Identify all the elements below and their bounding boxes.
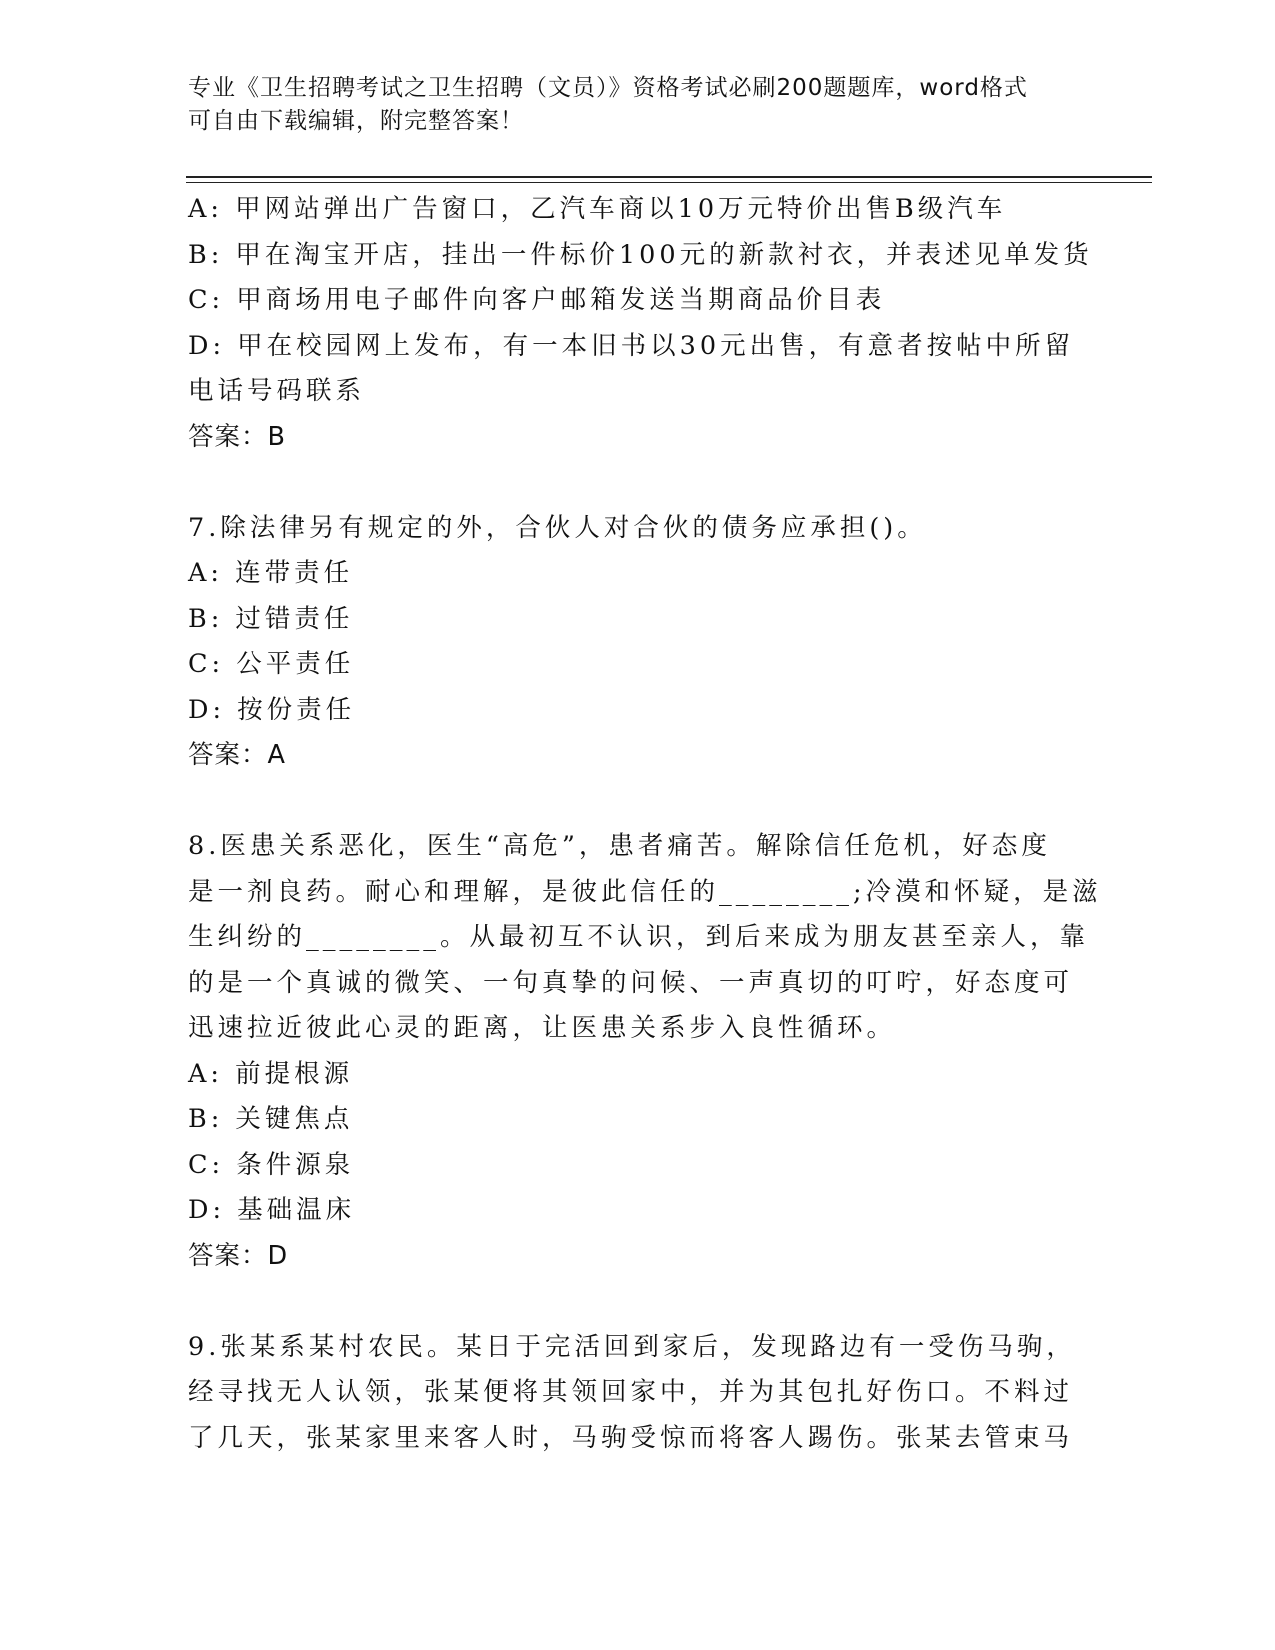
question-text-line: 的是一个真诚的微笑、一句真挚的问候、一声真切的叮咛，好态度可 bbox=[188, 967, 1074, 998]
question-text-line: 迅速拉近彼此心灵的距离，让医患关系步入良性循环。 bbox=[188, 1013, 897, 1043]
question-text-line: 经寻找无人认领，张某便将其领回家中，并为其包扎好伤口。不料过 bbox=[188, 1377, 1074, 1407]
question-text-line: 8.医患关系恶化，医生“高危”，患者痛苦。解除信任危机，好态度 bbox=[188, 831, 1051, 861]
option-d: D: 按份责任 bbox=[188, 694, 356, 725]
option-d: D: 基础温床 bbox=[188, 1195, 356, 1225]
header-title-line-2: 可自由下载编辑，附完整答案！ bbox=[188, 108, 524, 134]
header-divider-thick bbox=[186, 176, 1152, 178]
option-b: B: 关键焦点 bbox=[188, 1104, 354, 1134]
header-title-line-1: 专业《卫生招聘考试之卫生招聘（文员）》资格考试必刷200题题库，word格式 bbox=[188, 75, 1028, 101]
page-header bbox=[188, 72, 1088, 138]
question-text-line: 9.张某系某村农民。某日于完活回到家后，发现路边有一受伤马驹， bbox=[188, 1331, 1076, 1362]
option-a: A: 甲网站弹出广告窗口，乙汽车商以10万元特价出售B级汽车 bbox=[188, 194, 1007, 224]
question-body bbox=[188, 187, 1148, 1461]
option-c: C: 条件源泉 bbox=[188, 1149, 355, 1180]
header-divider-thin bbox=[186, 182, 1152, 183]
question-6-block bbox=[188, 187, 1148, 460]
spacer bbox=[188, 1279, 1148, 1325]
question-9-block bbox=[188, 1325, 1148, 1462]
spacer bbox=[188, 460, 1148, 506]
option-b: B: 过错责任 bbox=[188, 603, 354, 634]
option-b: B: 甲在淘宝开店，挂出一件标价100元的新款衬衣，并表述见单发货 bbox=[188, 239, 1093, 270]
option-d-continued: 电话号码联系 bbox=[188, 376, 366, 406]
answer-label: 答案：D bbox=[188, 1240, 289, 1271]
question-text-line: 了几天，张某家里来客人时，马驹受惊而将客人踢伤。张某去管束马 bbox=[188, 1422, 1074, 1453]
question-text-line: 生纠纷的________。从最初互不认识，到后来成为朋友甚至亲人，靠 bbox=[188, 922, 1090, 952]
question-7-block bbox=[188, 506, 1148, 779]
question-text-line: 是一剂良药。耐心和理解，是彼此信任的________;冷漠和怀疑，是滋 bbox=[188, 876, 1102, 907]
option-d: D: 甲在校园网上发布，有一本旧书以30元出售，有意者按帖中所留 bbox=[188, 330, 1075, 361]
option-a: A: 连带责任 bbox=[188, 558, 354, 588]
question-text: 7.除法律另有规定的外，合伙人对合伙的债务应承担()。 bbox=[188, 512, 927, 543]
answer-label: 答案：A bbox=[188, 740, 286, 770]
option-a: A: 前提根源 bbox=[188, 1058, 354, 1089]
question-8-block bbox=[188, 824, 1148, 1279]
spacer bbox=[188, 779, 1148, 825]
option-c: C: 甲商场用电子邮件向客户邮箱发送当期商品价目表 bbox=[188, 285, 886, 315]
answer-label: 答案：B bbox=[188, 421, 286, 452]
option-c: C: 公平责任 bbox=[188, 649, 355, 679]
